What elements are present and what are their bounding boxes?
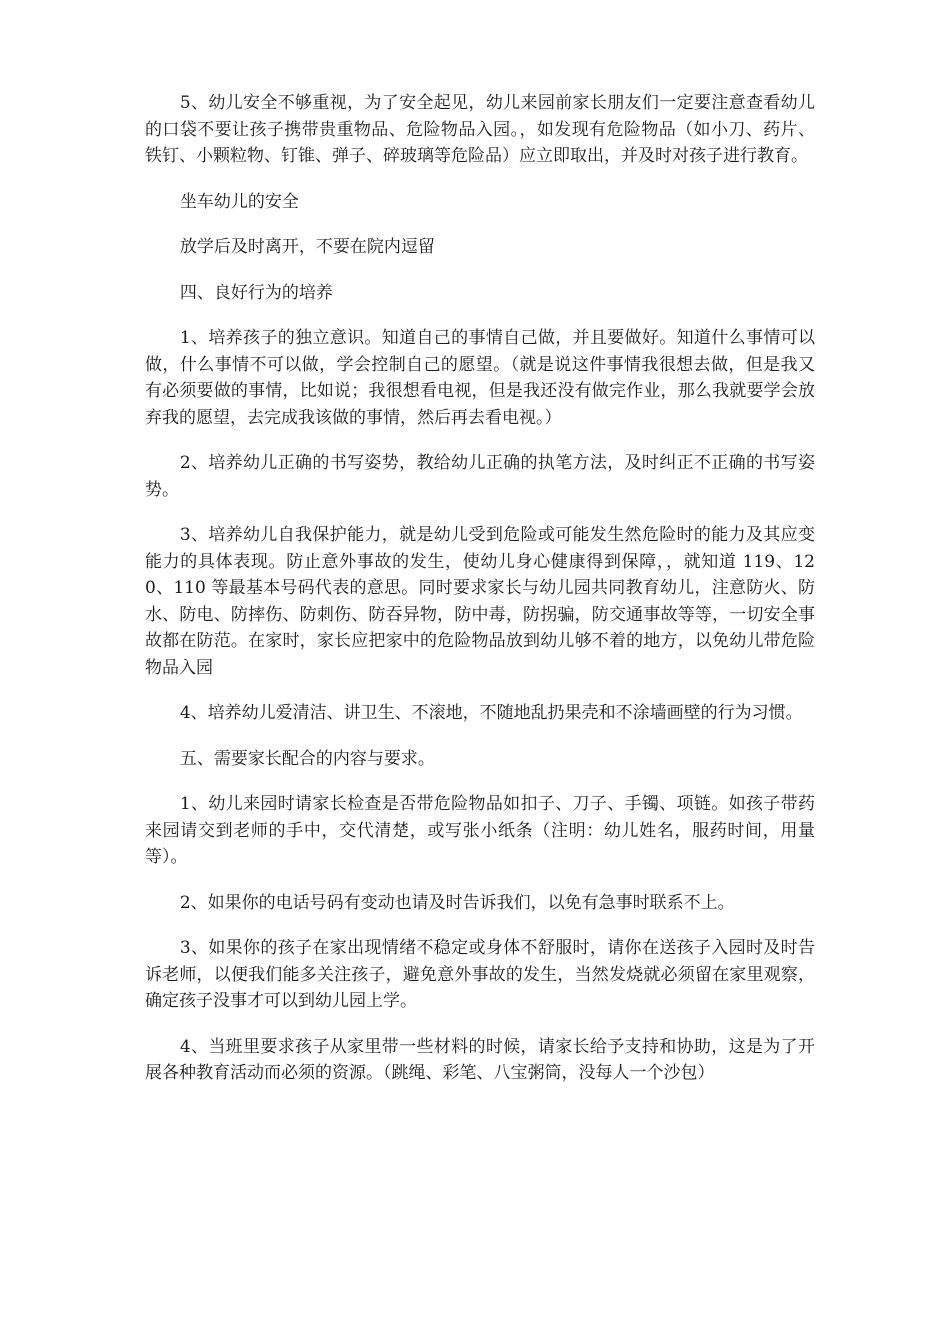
paragraph-behavior-3: 3、培养幼儿自我保护能力，就是幼儿受到危险或可能发生然危险时的能力及其应变能力的具体表现。防止意外事故的发生，使幼儿身心健康得到保障，，就知道 119、120、110 等最基本号码代表的意思。同时要求家长与幼儿园共同教育幼儿，注意防火、防水、防电、防摔伤、防刺伤、防吞异物，防中毒，防拐骗，防交通事故等等，一切安全事故都在防范。在家时，家长应把家中的危险物品放到幼儿够不着的地方，以免幼儿带危险物品入园 — [145, 525, 815, 678]
paragraph-parent-2: 2、如果你的电话号码有变动也请及时告诉我们，以免有急事时联系不上。 — [179, 892, 735, 913]
paragraph-parent-4: 4、当班里要求孩子从家里带一些材料的时候，请家长给予支持和协助，这是为了开展各种教育活动而必须的资源。（跳绳、彩笔、八宝粥筒，没每人一个沙包） — [145, 1036, 815, 1083]
paragraph-behavior-4: 4、培养幼儿爱清洁、讲卫生、不滚地，不随地乱扔果壳和不涂墙画壁的行为习惯。 — [179, 703, 803, 723]
paragraph-behavior-2: 2、培养幼儿正确的书写姿势，教给幼儿正确的执笔方法，及时纠正不正确的书写姿势。 — [145, 453, 815, 500]
paragraph-leave-after-school: 放学后及时离开，不要在院内逗留 — [179, 237, 435, 257]
paragraph-behavior-1: 1、培养孩子的独立意识。知道自己的事情自己做，并且要做好。知道什么事情可以做，什么事情不可以做，学会控制自己的愿望。（就是说这件事情我很想去做，但是我又有必须要做的事情，比如说；我很想看电视，但是我还没有做完作业，那么我就要学会放弃我的愿望，去完成我该做的事情，然后再去看电视。） — [145, 328, 815, 428]
paragraph-parent-1: 1、幼儿来园时请家长检查是否带危险物品如扣子、刀子、手镯、项链。如孩子带药来园请交到老师的手中，交代清楚，或写张小纸条（注明：幼儿姓名，服药时间，用量等）。 — [145, 794, 815, 867]
document-page — [145, 90, 815, 1106]
paragraph-parent-3: 3、如果你的孩子在家出现情绪不稳定或身体不舒服时，请你在送孩子入园时及时告诉老师，以便我们能多关注孩子，避免意外事故的发生，当然发烧就必须留在家里观察，确定孩子没事才可以到幼儿园上学。 — [145, 938, 815, 1011]
section-heading-parent-cooperation: 五、需要家长配合的内容与要求。 — [179, 748, 435, 769]
paragraph-bus-safety: 坐车幼儿的安全 — [179, 191, 299, 212]
section-heading-good-behavior: 四、良好行为的培养 — [179, 282, 333, 303]
paragraph-safety-5: 5、幼儿安全不够重视，为了安全起见，幼儿来园前家长朋友们一定要注意查看幼儿的口袋不要让孩子携带贵重物品、危险物品入园。，如发现有危险物品（如小刀、药片、铁钉、小颗粒物、钉锥、弹子、碎玻璃等危险品）应立即取出，并及时对孩子进行教育。 — [145, 93, 815, 166]
